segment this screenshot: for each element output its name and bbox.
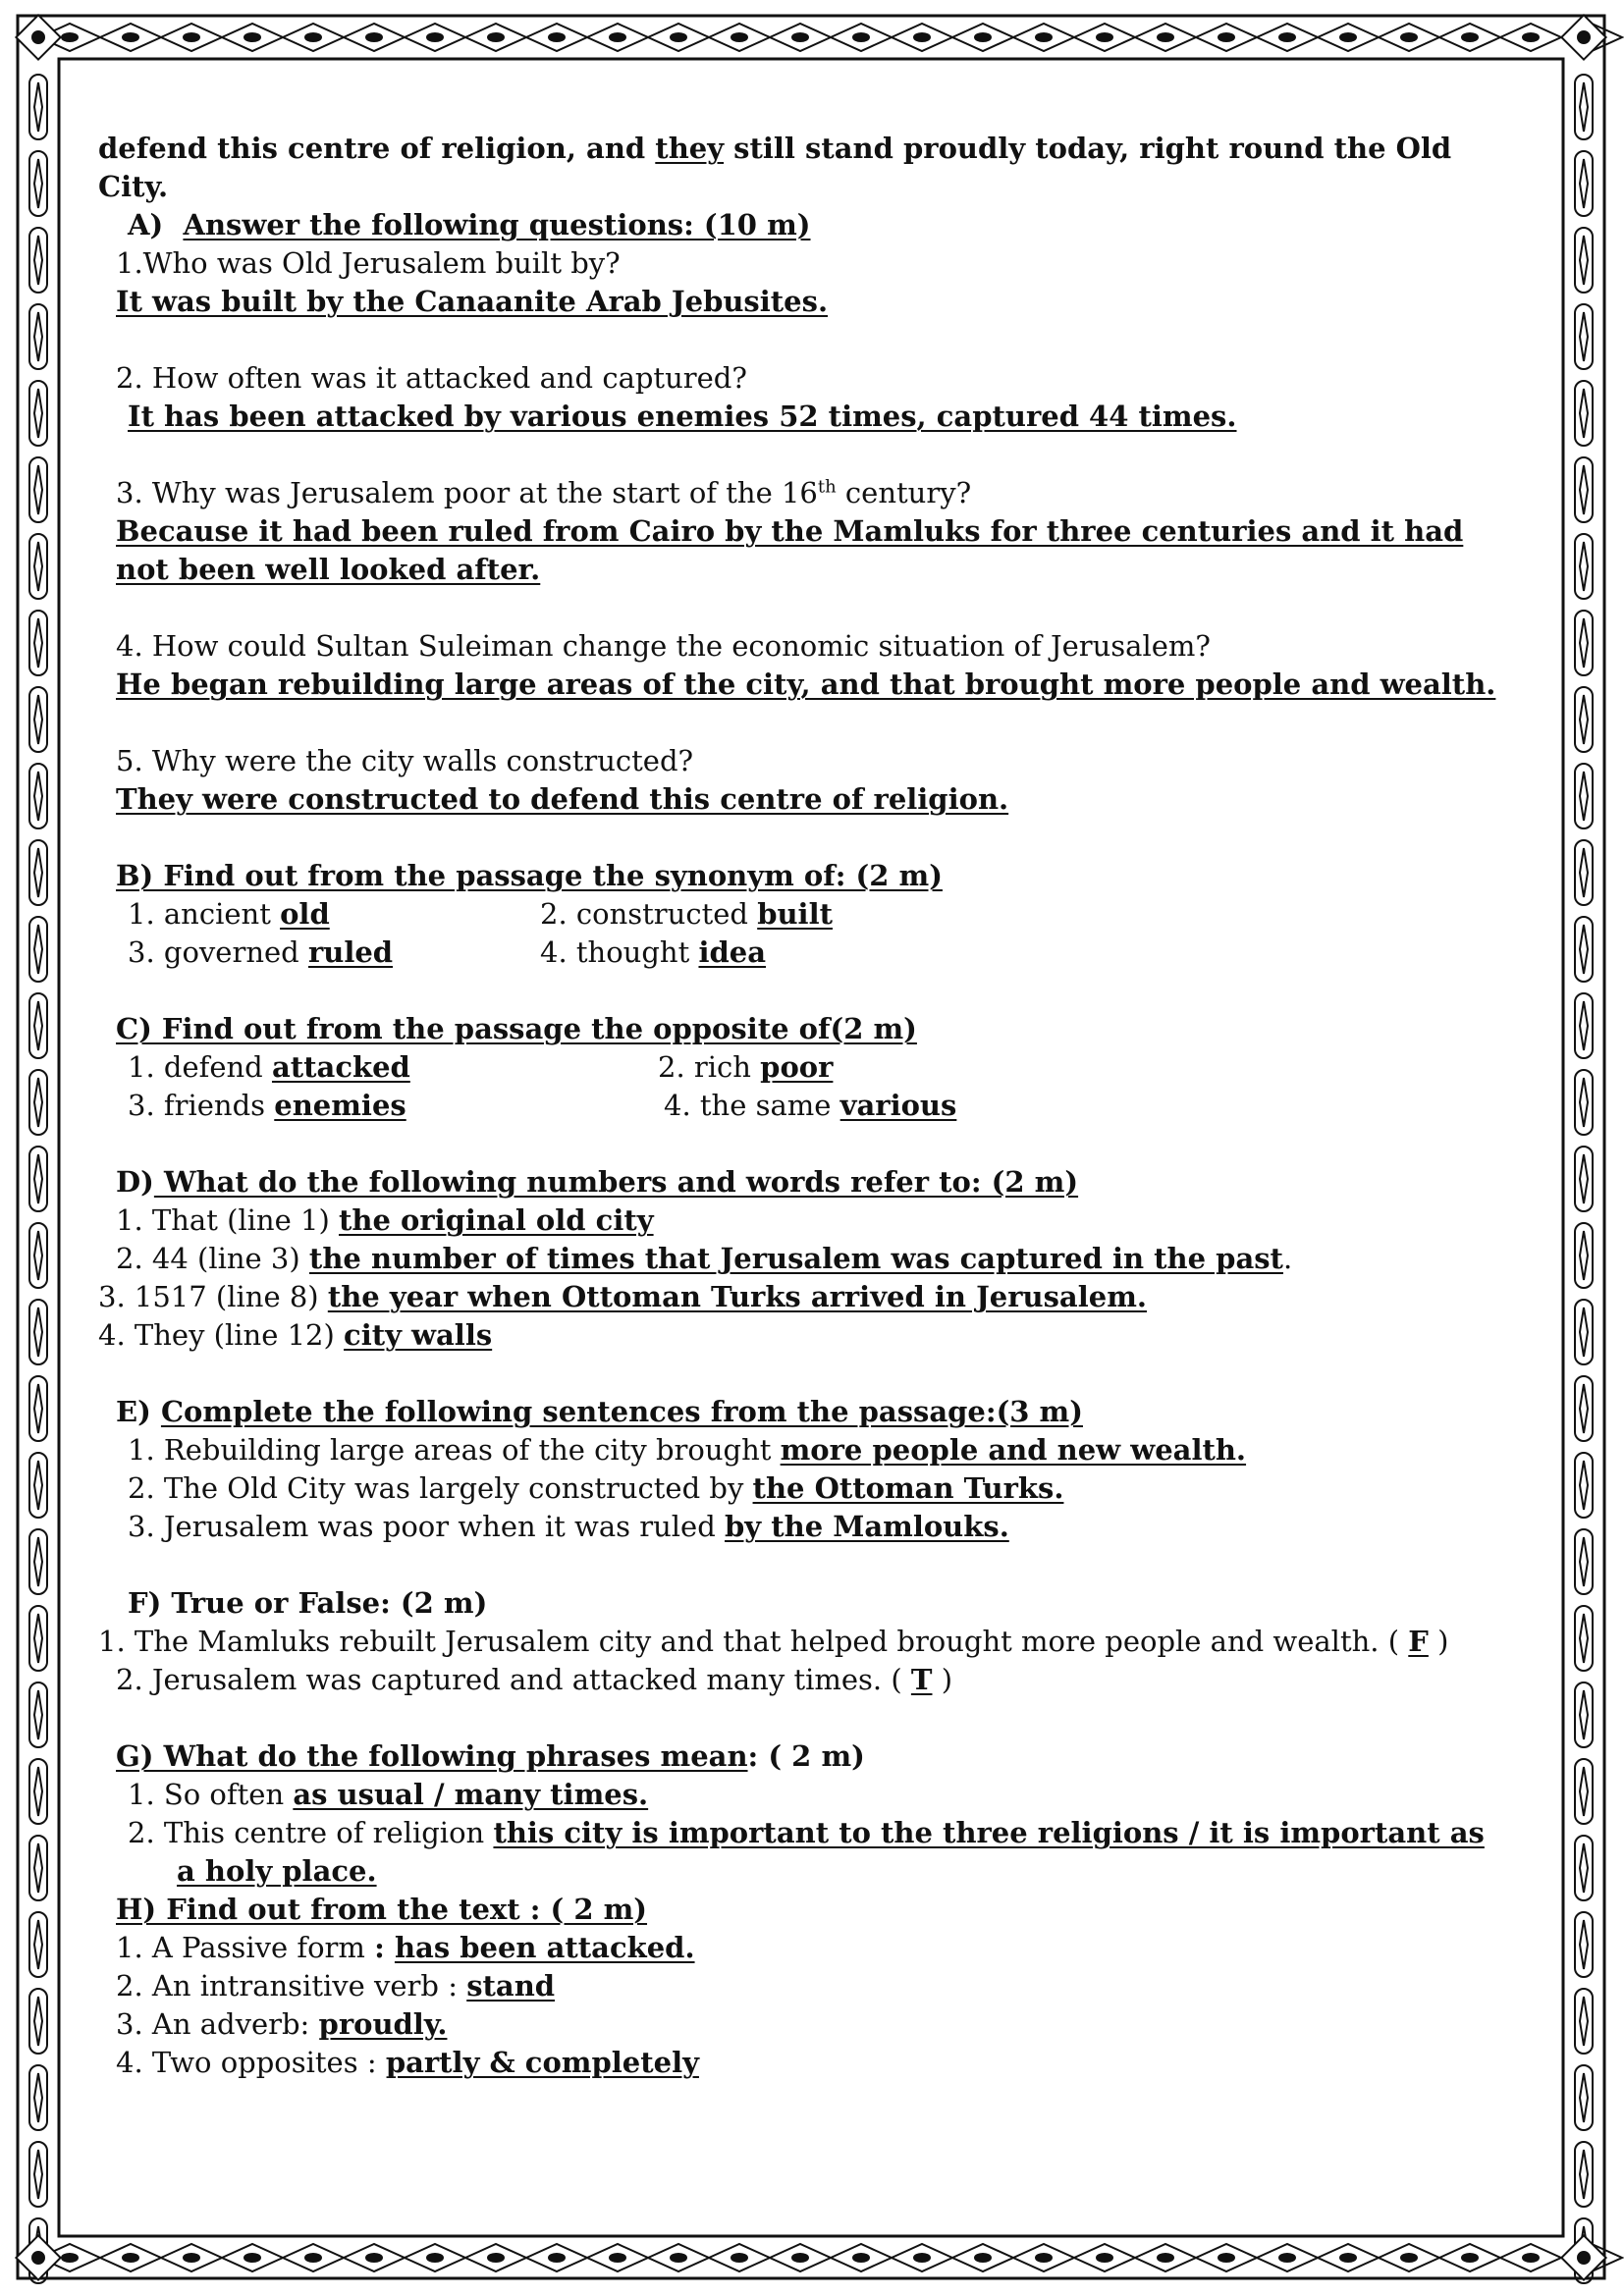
border-link-inner: [34, 618, 42, 667]
border-dot: [731, 33, 747, 41]
border-dot: [488, 33, 504, 41]
border-dot: [184, 33, 199, 41]
item-e1: 1. Rebuilding large areas of the city brought more people and new wealth.: [128, 1433, 1247, 1467]
border-link-inner: [1580, 1537, 1588, 1586]
border-link-inner: [34, 159, 42, 208]
border-dot: [1036, 33, 1052, 41]
border-link-inner: [34, 1078, 42, 1127]
answer-b3: ruled: [307, 935, 394, 969]
border-link-inner: [1580, 2150, 1588, 2199]
item-g2: 2. This centre of religion this city is important to the three religions / it is important as: [128, 1816, 1485, 1849]
border-dot: [1462, 2254, 1478, 2262]
border-dot: [1340, 2254, 1356, 2262]
border-dot: [792, 2254, 808, 2262]
answer-g2-line-1: this city is important to the three religions / it is important as: [493, 1816, 1485, 1849]
answer-c1: attacked: [271, 1050, 410, 1084]
answer-c3: enemies: [274, 1089, 406, 1122]
section-g-heading: G) What do the following phrases mean: ( 2 m): [116, 1739, 865, 1773]
question-a2: 2. How often was it attacked and captured?: [116, 361, 747, 395]
border-dot: [184, 2254, 199, 2262]
border-link-inner: [1580, 1920, 1588, 1969]
border-link-inner: [34, 1920, 42, 1969]
border-link-inner: [1580, 2073, 1588, 2122]
border-link-inner: [1580, 159, 1588, 208]
section-a-heading: A) Answer the following questions: (10 m): [128, 208, 811, 241]
border-link-inner: [34, 2073, 42, 2122]
border-link-inner: [1580, 925, 1588, 974]
item-e2: 2. The Old City was largely constructed by the Ottoman Turks.: [128, 1471, 1064, 1505]
border-link-inner: [1580, 618, 1588, 667]
border-link-inner: [1580, 1078, 1588, 1127]
item-f2: 2. Jerusalem was captured and attacked many times. ( T ): [116, 1663, 953, 1696]
intro-they: they: [655, 132, 725, 165]
answer-c4: various: [839, 1089, 957, 1122]
border-link-inner: [1580, 465, 1588, 514]
border-dot: [975, 2254, 991, 2262]
border-corner-dot: [1578, 2252, 1590, 2264]
border-dot: [671, 33, 686, 41]
border-link-inner: [34, 772, 42, 821]
border-link-inner: [34, 542, 42, 591]
answer-d4: city walls: [344, 1318, 493, 1352]
border-dot: [1158, 33, 1173, 41]
border-dot: [366, 33, 382, 41]
item-h4: 4. Two opposites : partly & completely: [116, 2046, 699, 2079]
answer-a3-line-1: Because it had been ruled from Cairo by the Mamluks for three centuries and it had: [116, 514, 1464, 548]
border-link-inner: [1580, 772, 1588, 821]
border-dot: [366, 2254, 382, 2262]
answer-e1: more people and new wealth.: [780, 1433, 1247, 1467]
border-dot: [488, 2254, 504, 2262]
item-d4: 4. They (line 12) city walls: [98, 1318, 493, 1352]
answer-a1: It was built by the Canaanite Arab Jebusites.: [116, 285, 829, 318]
section-b-title: B) Find out from the passage the synonym of: (2 m): [116, 859, 943, 892]
border-link-inner: [1580, 1384, 1588, 1433]
border-link-inner: [34, 389, 42, 438]
border-link-inner: [1580, 1461, 1588, 1510]
border-link-inner: [34, 1461, 42, 1510]
section-d-heading: D) What do the following numbers and words refer to: (2 m): [116, 1165, 1079, 1199]
section-b-row-2: 3. governed ruled 4. thought idea: [128, 935, 767, 969]
section-h-title: H) Find out from the text : ( 2 m): [116, 1893, 648, 1926]
item-d3: 3. 1517 (line 8) the year when Ottoman Turks arrived in Jerusalem.: [98, 1280, 1147, 1313]
border-link-inner: [34, 695, 42, 744]
question-a5: 5. Why were the city walls constructed?: [116, 744, 694, 777]
border-dot: [123, 33, 138, 41]
section-c-row-1: 1. defend attacked 2. rich poor: [128, 1050, 834, 1084]
border-link-inner: [34, 465, 42, 514]
item-h1: 1. A Passive form : has been attacked.: [116, 1931, 695, 1964]
border-link-inner: [34, 82, 42, 132]
border-link-inner: [34, 1154, 42, 1203]
border-dot: [1523, 33, 1539, 41]
section-b-row-1: 1. ancient old 2. constructed built: [128, 897, 833, 931]
answer-g2-line-2: a holy place.: [177, 1854, 377, 1888]
border-link-inner: [34, 848, 42, 897]
answer-b2: built: [757, 897, 833, 931]
border-link-inner: [34, 1690, 42, 1739]
answer-g1: as usual / many times.: [293, 1778, 649, 1811]
border-dot: [123, 2254, 138, 2262]
border-link-inner: [1580, 1308, 1588, 1357]
border-link-inner: [34, 1767, 42, 1816]
section-c-row-2: 3. friends enemies 4. the same various: [128, 1089, 957, 1122]
border-corner-dot: [1578, 31, 1590, 43]
border-dot: [671, 2254, 686, 2262]
border-dot: [610, 33, 625, 41]
border-dot: [1523, 2254, 1539, 2262]
border-link-inner: [1580, 1154, 1588, 1203]
section-g-title: G) What do the following phrases mean: [116, 1739, 748, 1773]
border-link-inner: [1580, 1690, 1588, 1739]
border-dot: [1218, 2254, 1234, 2262]
section-a-title: Answer the following questions: (10 m): [183, 208, 811, 241]
question-a3: 3. Why was Jerusalem poor at the start of the 16th century?: [116, 476, 972, 509]
answer-b1: old: [280, 897, 330, 931]
answer-f1: F: [1408, 1625, 1429, 1658]
worksheet-content: [98, 130, 1532, 2082]
answer-h4: partly & completely: [385, 2046, 699, 2079]
border-link-inner: [1580, 236, 1588, 285]
border-link-inner: [1580, 1997, 1588, 2046]
item-d1: 1. That (line 1) the original old city: [116, 1203, 654, 1237]
border-dot: [792, 33, 808, 41]
border-dot: [305, 2254, 321, 2262]
section-c-title: C) Find out from the passage the opposite of(2 m): [116, 1012, 917, 1045]
border-link-inner: [1580, 848, 1588, 897]
border-link-inner: [34, 1384, 42, 1433]
answer-d3: the year when Ottoman Turks arrived in Jerusalem.: [327, 1280, 1147, 1313]
answer-b4: idea: [698, 935, 767, 969]
question-a4: 4. How could Sultan Suleiman change the economic situation of Jerusalem?: [116, 629, 1211, 663]
border-dot: [244, 2254, 260, 2262]
answer-h3: proudly.: [318, 2007, 448, 2041]
border-dot: [1462, 33, 1478, 41]
border-link-inner: [1580, 1231, 1588, 1280]
answer-a2: It has been attacked by various enemies 52 times, captured 44 times.: [128, 400, 1237, 433]
border-corner-dot: [32, 2252, 44, 2264]
answer-d1: the original old city: [338, 1203, 654, 1237]
border-dot: [1401, 2254, 1417, 2262]
section-e-heading: E) Complete the following sentences from the passage:(3 m): [116, 1395, 1083, 1428]
answer-c2: poor: [760, 1050, 834, 1084]
question-a1: 1.Who was Old Jerusalem built by?: [116, 246, 621, 280]
border-dot: [549, 33, 565, 41]
item-g1: 1. So often as usual / many times.: [128, 1778, 649, 1811]
border-link-inner: [34, 2150, 42, 2199]
intro-line-1: defend this centre of religion, and they still stand proudly today, right round the Old: [98, 132, 1452, 165]
answer-e2: the Ottoman Turks.: [752, 1471, 1064, 1505]
border-dot: [62, 2254, 78, 2262]
answer-d2: the number of times that Jerusalem was captured in the past: [308, 1242, 1283, 1275]
item-h2: 2. An intransitive verb : stand: [116, 1969, 556, 2002]
border-link-inner: [34, 1308, 42, 1357]
section-d-title: What do the following numbers and words refer to: (2 m): [153, 1165, 1079, 1199]
border-dot: [1340, 33, 1356, 41]
item-h3: 3. An adverb: proudly.: [116, 2007, 448, 2041]
answer-h2: stand: [466, 1969, 556, 2002]
border-link-inner: [34, 1001, 42, 1050]
border-link-inner: [34, 925, 42, 974]
section-f-title: F) True or False: (2 m): [128, 1586, 488, 1620]
border-link-inner: [1580, 1001, 1588, 1050]
border-link-inner: [34, 1843, 42, 1893]
border-dot: [1279, 33, 1295, 41]
border-dot: [975, 33, 991, 41]
item-e3: 3. Jerusalem was poor when it was ruled by the Mamlouks.: [128, 1510, 1009, 1543]
border-dot: [244, 33, 260, 41]
border-dot: [914, 2254, 930, 2262]
border-link-inner: [1580, 695, 1588, 744]
border-link-inner: [34, 1537, 42, 1586]
border-corner-dot: [32, 31, 44, 43]
border-dot: [305, 33, 321, 41]
border-link-inner: [1580, 1614, 1588, 1663]
border-dot: [853, 33, 869, 41]
answer-e3: by the Mamlouks.: [725, 1510, 1009, 1543]
border-link-inner: [34, 236, 42, 285]
border-dot: [853, 2254, 869, 2262]
item-f1: 1. The Mamluks rebuilt Jerusalem city and that helped brought more people and wealth. ( F ): [98, 1625, 1449, 1658]
border-dot: [1279, 2254, 1295, 2262]
border-dot: [610, 2254, 625, 2262]
border-dot: [62, 33, 78, 41]
border-link-inner: [1580, 82, 1588, 132]
intro-line-2: City.: [98, 170, 169, 203]
border-link-inner: [1580, 1767, 1588, 1816]
border-dot: [427, 2254, 443, 2262]
answer-h1: has been attacked.: [394, 1931, 695, 1964]
border-dot: [1218, 33, 1234, 41]
border-dot: [1401, 33, 1417, 41]
border-dot: [1097, 2254, 1112, 2262]
border-link-inner: [34, 312, 42, 361]
answer-a5: They were constructed to defend this centre of religion.: [116, 782, 1009, 816]
border-dot: [914, 33, 930, 41]
border-dot: [1097, 33, 1112, 41]
border-link-inner: [1580, 1843, 1588, 1893]
border-link-inner: [34, 1231, 42, 1280]
border-link-inner: [1580, 312, 1588, 361]
answer-a3-line-2: not been well looked after.: [116, 553, 541, 586]
border-dot: [549, 2254, 565, 2262]
answer-f2: T: [910, 1663, 933, 1696]
border-link-inner: [1580, 389, 1588, 438]
border-dot: [731, 2254, 747, 2262]
border-link-inner: [1580, 542, 1588, 591]
border-link-inner: [34, 1997, 42, 2046]
item-d2: 2. 44 (line 3) the number of times that Jerusalem was captured in the past.: [116, 1242, 1293, 1275]
border-link-inner: [34, 1614, 42, 1663]
border-dot: [427, 33, 443, 41]
border-dot: [1036, 2254, 1052, 2262]
answer-a4: He began rebuilding large areas of the city, and that brought more people and wealth.: [116, 667, 1496, 701]
border-dot: [1158, 2254, 1173, 2262]
section-e-title: Complete the following sentences from the passage:(3 m): [160, 1395, 1083, 1428]
